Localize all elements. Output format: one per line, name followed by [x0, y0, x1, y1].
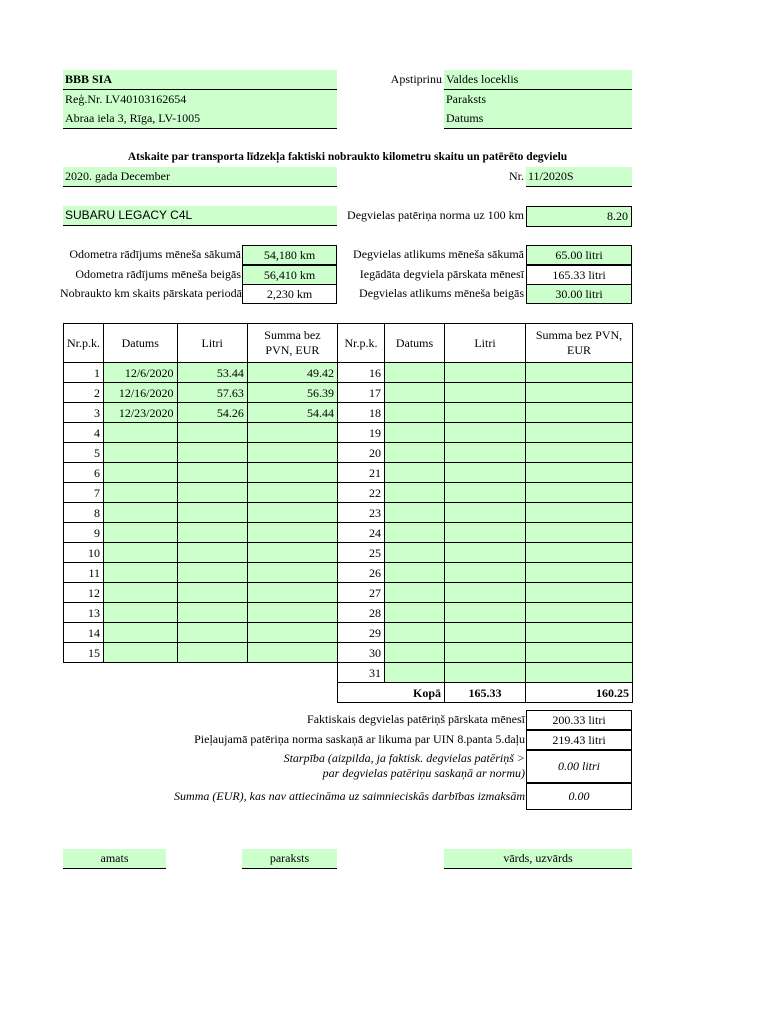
total-sum: 160.25: [526, 683, 633, 703]
row-number: 17: [338, 383, 385, 403]
row-number: 18: [338, 403, 385, 423]
row-liters[interactable]: [445, 663, 526, 683]
row-number: 14: [64, 623, 104, 643]
row-liters[interactable]: [445, 463, 526, 483]
row-liters[interactable]: [445, 423, 526, 443]
table-row: [338, 643, 633, 663]
row-sum[interactable]: [526, 583, 633, 603]
row-sum[interactable]: [526, 443, 633, 463]
summary-allowed-label: Pieļaujamā patēriņa norma saskaņā ar likuma par UIN 8.panta 5.daļu: [194, 732, 525, 746]
row-sum[interactable]: 56.39: [247, 383, 337, 403]
table-row: [64, 423, 338, 443]
row-date[interactable]: [385, 543, 445, 563]
row-number: 21: [338, 463, 385, 483]
row-number: 23: [338, 503, 385, 523]
row-date[interactable]: [385, 523, 445, 543]
row-number: 2: [64, 383, 104, 403]
row-liters[interactable]: [177, 543, 247, 563]
row-sum[interactable]: [247, 583, 337, 603]
row-sum[interactable]: [526, 383, 633, 403]
table-row: [64, 503, 338, 523]
row-number: 30: [338, 643, 385, 663]
row-number: 20: [338, 443, 385, 463]
row-number: 8: [64, 503, 104, 523]
table-row: [338, 503, 633, 523]
summary-allowed-value: 219.43 litri: [526, 730, 632, 750]
summary-actual-value: 200.33 litri: [526, 710, 632, 730]
table-row: [64, 523, 338, 543]
row-date[interactable]: [385, 423, 445, 443]
row-sum[interactable]: [526, 623, 633, 643]
approval-date: Datums: [444, 109, 632, 129]
odometer-end-label: Odometra rādījums mēneša beigās: [75, 267, 241, 281]
row-liters[interactable]: [177, 643, 247, 663]
row-number: 9: [64, 523, 104, 543]
table-row: [338, 403, 633, 423]
table-row: [64, 483, 338, 503]
table-row: [338, 563, 633, 583]
row-date[interactable]: [104, 643, 178, 663]
row-sum[interactable]: [247, 623, 337, 643]
odometer-start-label: Odometra rādījums mēneša sākumā: [69, 247, 241, 261]
row-sum[interactable]: [247, 443, 337, 463]
row-liters[interactable]: [177, 583, 247, 603]
row-date[interactable]: [104, 443, 178, 463]
row-date[interactable]: [385, 483, 445, 503]
row-sum[interactable]: 49.42: [247, 363, 337, 383]
row-number: 26: [338, 563, 385, 583]
row-liters[interactable]: [445, 363, 526, 383]
fuel-bought-label: Iegādāta degviela pārskata mēnesī: [359, 267, 524, 281]
row-number: 24: [338, 523, 385, 543]
row-sum[interactable]: [526, 563, 633, 583]
distance-value: 2,230 km: [242, 284, 337, 304]
row-date[interactable]: [104, 423, 178, 443]
row-liters[interactable]: [177, 563, 247, 583]
row-sum[interactable]: [247, 483, 337, 503]
table-row: [338, 363, 633, 383]
row-number: 11: [64, 563, 104, 583]
row-date[interactable]: 12/16/2020: [104, 383, 178, 403]
summary-actual-label: Faktiskais degvielas patēriņš pārskata mēnesī: [307, 712, 525, 726]
row-date[interactable]: [385, 363, 445, 383]
fuel-end-label: Degvielas atlikums mēneša beigās: [359, 286, 524, 300]
row-date[interactable]: [385, 623, 445, 643]
row-sum[interactable]: [247, 643, 337, 663]
signature-name: vārds, uzvārds: [444, 849, 632, 869]
fuel-start-label: Degvielas atlikums mēneša sākumā: [353, 247, 524, 261]
table-row: [338, 543, 633, 563]
row-date[interactable]: [385, 383, 445, 403]
row-liters[interactable]: [177, 483, 247, 503]
row-number: 27: [338, 583, 385, 603]
col-header-liters: Litri: [445, 324, 526, 363]
row-liters[interactable]: [445, 383, 526, 403]
row-number: 6: [64, 463, 104, 483]
row-sum[interactable]: [526, 363, 633, 383]
table-row: [64, 543, 338, 563]
odometer-start-value: 54,180 km: [242, 245, 337, 265]
row-sum[interactable]: [247, 563, 337, 583]
row-liters[interactable]: [445, 623, 526, 643]
row-number: 13: [64, 603, 104, 623]
row-liters[interactable]: [445, 443, 526, 463]
fuel-bought-value: 165.33 litri: [526, 265, 632, 285]
row-liters[interactable]: 53.44: [177, 363, 247, 383]
row-liters[interactable]: 57.63: [177, 383, 247, 403]
distance-label: Nobraukto km skaits pārskata periodā: [60, 286, 242, 300]
table-row: [64, 463, 338, 483]
row-liters[interactable]: [445, 583, 526, 603]
col-header-liters: Litri: [177, 324, 247, 363]
col-header-sum: Summa bez PVN, EUR: [247, 324, 337, 363]
row-liters[interactable]: [177, 623, 247, 643]
report-period: 2020. gada December: [63, 167, 337, 187]
row-liters[interactable]: [177, 523, 247, 543]
row-date[interactable]: [385, 503, 445, 523]
row-sum[interactable]: [526, 663, 633, 683]
row-sum[interactable]: [526, 503, 633, 523]
table-row: [338, 623, 633, 643]
row-date[interactable]: [104, 463, 178, 483]
row-number: 1: [64, 363, 104, 383]
row-number: 16: [338, 363, 385, 383]
row-sum[interactable]: [247, 543, 337, 563]
row-sum[interactable]: [247, 423, 337, 443]
row-liters[interactable]: [177, 423, 247, 443]
row-number: 7: [64, 483, 104, 503]
row-sum[interactable]: [526, 483, 633, 503]
table-row: [64, 403, 338, 423]
report-nr-label: Nr.: [509, 169, 524, 183]
row-sum[interactable]: [526, 463, 633, 483]
row-liters[interactable]: [445, 503, 526, 523]
summary-difference-value: 0.00 litri: [526, 750, 632, 783]
row-liters[interactable]: 54.26: [177, 403, 247, 423]
row-liters[interactable]: [445, 543, 526, 563]
row-date[interactable]: [385, 443, 445, 463]
col-header-sum: Summa bez PVN, EUR: [526, 324, 633, 363]
table-row: [338, 523, 633, 543]
table-row: [64, 643, 338, 663]
row-number: 31: [338, 663, 385, 683]
row-date[interactable]: 12/23/2020: [104, 403, 178, 423]
table-row: [338, 383, 633, 403]
row-sum[interactable]: 54.44: [247, 403, 337, 423]
row-date[interactable]: [104, 543, 178, 563]
report-title: Atskaite par transporta līdzekļa faktiski nobraukto kilometru skaitu un patērēto degvielu: [127, 151, 568, 163]
row-liters[interactable]: [177, 443, 247, 463]
table-row: [338, 663, 633, 683]
total-label: Kopā: [338, 683, 445, 703]
table-row: [64, 563, 338, 583]
table-row: [64, 623, 338, 643]
row-date[interactable]: [104, 583, 178, 603]
row-number: 15: [64, 643, 104, 663]
table-row: [64, 363, 338, 383]
fuel-start-value: 65.00 litri: [526, 245, 632, 265]
row-date[interactable]: [385, 563, 445, 583]
row-number: 12: [64, 583, 104, 603]
col-header-nr: Nr.p.k.: [64, 324, 104, 363]
col-header-nr: Nr.p.k.: [338, 324, 385, 363]
company-name: BBB SIA: [63, 70, 337, 90]
row-date[interactable]: [385, 643, 445, 663]
row-date[interactable]: [104, 623, 178, 643]
row-liters[interactable]: [177, 503, 247, 523]
row-date[interactable]: [385, 463, 445, 483]
row-number: 10: [64, 543, 104, 563]
approval-label: Apstiprinu: [390, 72, 442, 86]
row-sum[interactable]: [526, 523, 633, 543]
row-liters[interactable]: [445, 603, 526, 623]
row-date[interactable]: [104, 483, 178, 503]
table-row: [338, 443, 633, 463]
row-number: 5: [64, 443, 104, 463]
refuel-table-right: [337, 323, 633, 703]
row-liters[interactable]: [445, 483, 526, 503]
table-row: [338, 463, 633, 483]
row-date[interactable]: [385, 603, 445, 623]
row-sum[interactable]: [247, 463, 337, 483]
row-number: 22: [338, 483, 385, 503]
row-sum[interactable]: [526, 603, 633, 623]
row-liters[interactable]: [177, 463, 247, 483]
row-number: 25: [338, 543, 385, 563]
row-number: 4: [64, 423, 104, 443]
row-liters[interactable]: [445, 523, 526, 543]
table-row: [338, 483, 633, 503]
row-sum[interactable]: [247, 603, 337, 623]
row-sum[interactable]: [526, 423, 633, 443]
fuel-norm-label: Degvielas patēriņa norma uz 100 km: [347, 208, 524, 222]
table-row: [64, 603, 338, 623]
row-date[interactable]: [104, 523, 178, 543]
row-sum[interactable]: [526, 543, 633, 563]
fuel-end-value: 30.00 litri: [526, 284, 632, 304]
summary-nonbusiness-label: Summa (EUR), kas nav attiecināma uz saimnieciskās darbības izmaksām: [174, 789, 525, 803]
table-row: [64, 583, 338, 603]
vehicle-name: SUBARU LEGACY C4L: [63, 206, 337, 226]
row-date[interactable]: [104, 603, 178, 623]
summary-nonbusiness-value: 0.00: [526, 783, 632, 810]
report-nr-value: 11/2020S: [526, 167, 632, 187]
total-liters: 165.33: [445, 683, 526, 703]
row-number: 19: [338, 423, 385, 443]
row-sum[interactable]: [247, 503, 337, 523]
row-sum[interactable]: [247, 523, 337, 543]
row-liters[interactable]: [177, 603, 247, 623]
approval-signature: Paraksts: [444, 90, 632, 110]
refuel-table-left: [63, 323, 338, 663]
company-address: Abraa iela 3, Rīga, LV-1005: [63, 109, 337, 129]
row-number: 28: [338, 603, 385, 623]
row-date[interactable]: [104, 503, 178, 523]
row-date[interactable]: [385, 583, 445, 603]
col-header-date: Datums: [385, 324, 445, 363]
row-sum[interactable]: [526, 643, 633, 663]
row-liters[interactable]: [445, 643, 526, 663]
row-liters[interactable]: [445, 403, 526, 423]
table-row: [64, 383, 338, 403]
row-date[interactable]: [385, 663, 445, 683]
summary-difference-label: Starpība (aizpilda, ja faktisk. degvielas patēriņš > par degvielas patēriņu saskaņā ar normu): [283, 751, 525, 780]
table-row: [338, 603, 633, 623]
row-date[interactable]: [104, 563, 178, 583]
approval-position: Valdes loceklis: [444, 70, 632, 90]
table-row: [338, 423, 633, 443]
odometer-end-value: 56,410 km: [242, 265, 337, 285]
row-date[interactable]: 12/6/2020: [104, 363, 178, 383]
row-liters[interactable]: [445, 563, 526, 583]
company-reg-nr: Reģ.Nr. LV40103162654: [63, 90, 337, 110]
col-header-date: Datums: [104, 324, 178, 363]
row-sum[interactable]: [526, 403, 633, 423]
row-date[interactable]: [385, 403, 445, 423]
row-number: 29: [338, 623, 385, 643]
signature-sign: paraksts: [242, 849, 337, 869]
fuel-norm-value: 8.20: [526, 206, 632, 227]
table-row: [338, 583, 633, 603]
row-number: 3: [64, 403, 104, 423]
table-row: [64, 443, 338, 463]
signature-position: amats: [63, 849, 166, 869]
